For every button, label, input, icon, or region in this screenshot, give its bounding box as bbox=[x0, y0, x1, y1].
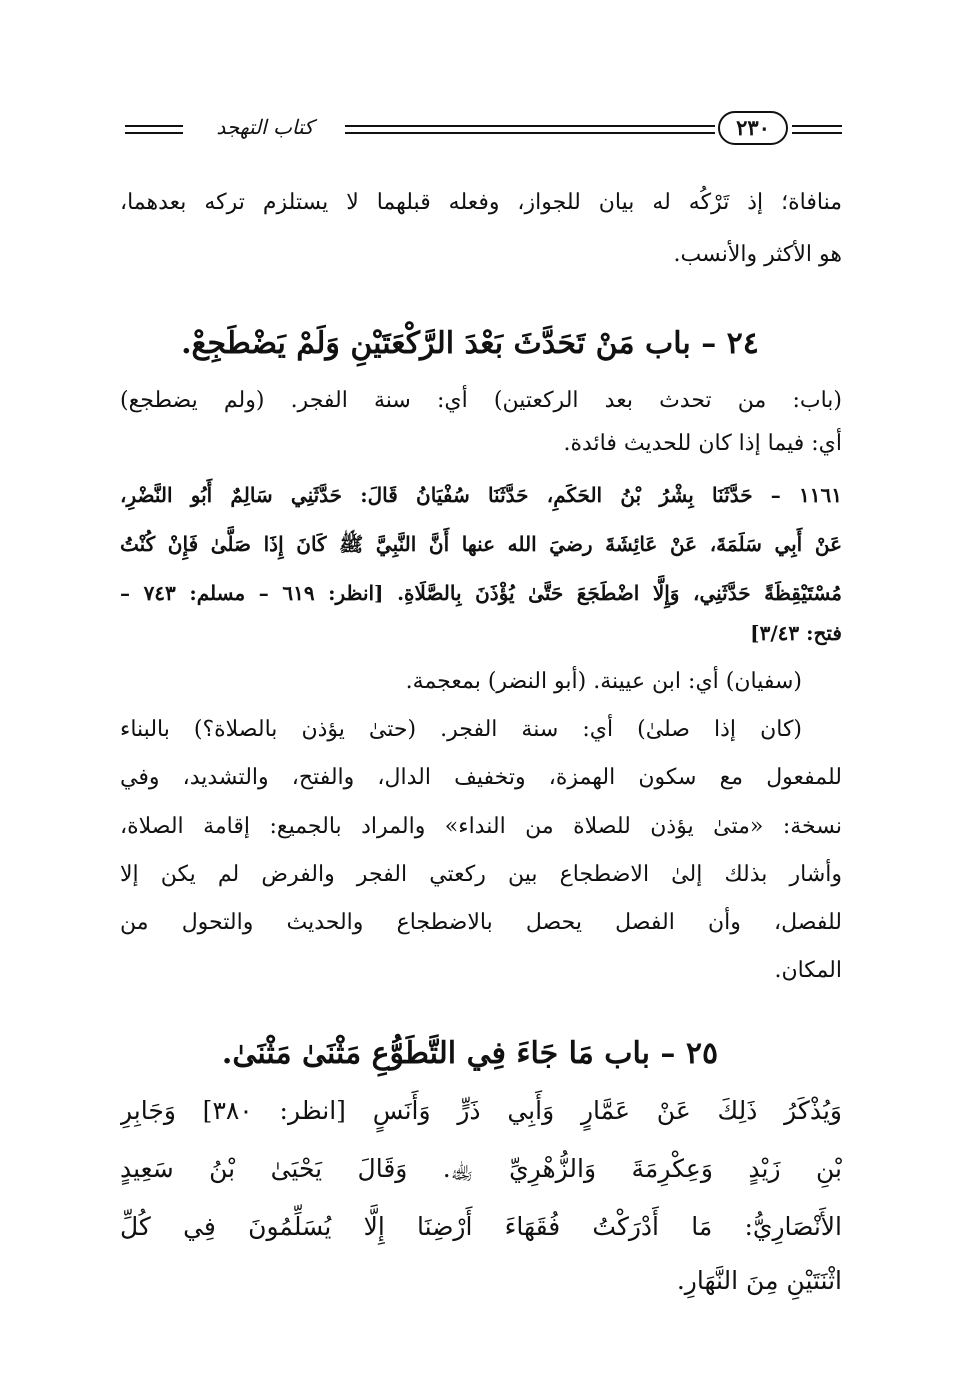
hadith-reference: فتح: ٣/٤٣] bbox=[750, 621, 842, 645]
explanation-line: للمفعول مع سكون الهمزة، وتخفيف الدال، والفتح، والتشديد، وفي bbox=[120, 765, 842, 790]
explanation-line: للفصل، وأن الفصل يحصل بالاضطجاع والحديث والتحول من bbox=[120, 910, 842, 935]
header-rule-right bbox=[792, 125, 842, 134]
quote-line: بْنِ زَيْدٍ وَعِكْرِمَةَ وَالزُّهْرِيِّ ﵀. وَقَالَ يَحْيَىٰ بْنُ سَعِيدٍ bbox=[120, 1154, 842, 1183]
header-rule-middle bbox=[345, 125, 715, 134]
page-number: ٢٣٠ bbox=[718, 111, 788, 145]
explanation-line: نسخة: «متىٰ يؤذن للصلاة من النداء» والمراد بالجميع: إقامة الصلاة، bbox=[120, 814, 842, 839]
page-header bbox=[0, 100, 958, 160]
commentary-line: (باب: من تحدث بعد الركعتين) أي: سنة الفجر. (ولم يضطجع) bbox=[120, 388, 842, 413]
header-rule-left bbox=[125, 125, 183, 134]
chapter-heading-24: ٢٤ – باب مَنْ تَحَدَّثَ بَعْدَ الرَّكْعَتَيْنِ وَلَمْ يَضْطَجِعْ. bbox=[181, 326, 759, 361]
explanation-line: المكان. bbox=[774, 958, 842, 983]
hadith-line: ١١٦١ – حَدَّثَنَا بِشْرُ بْنُ الحَكَمِ، حَدَّثَنَا سُفْيَانُ قَالَ: حَدَّثَنِي سَالِمٌ أَبُو النَّضْرِ، bbox=[120, 483, 842, 507]
hadith-line: عَنْ أَبِي سَلَمَةَ، عَنْ عَائِشَةَ رضيَ الله عنها أَنَّ النَّبِيَّ ﷺ كَانَ إِذَا صَلَّىٰ فَإِنْ كُنْتُ bbox=[120, 532, 842, 556]
quote-line: وَيُذْكَرُ ذَلِكَ عَنْ عَمَّارٍ وَأَبِي ذَرٍّ وَأَنَسٍ [انظر: ٣٨٠] وَجَابِرِ bbox=[120, 1096, 842, 1125]
book-title: كتاب التهجد bbox=[216, 115, 314, 139]
chapter-heading-25: ٢٥ – باب مَا جَاءَ فِي التَّطَوُّعِ مَثْنَىٰ مَثْنَىٰ. bbox=[221, 1036, 719, 1071]
explanation-line: وأشار بذلك إلىٰ الاضطجاع بين ركعتي الفجر والفرض لم يكن إلا bbox=[120, 862, 842, 887]
explanation-line: (كان إذا صلىٰ) أي: سنة الفجر. (حتىٰ يؤذن بالصلاة؟) بالبناء bbox=[120, 717, 802, 742]
hadith-line: مُسْتَيْقِظَةً حَدَّثَنِي، وَإِلَّا اضْطَجَعَ حَتَّىٰ يُؤْذَنَ بِالصَّلَاةِ. [انظر: ٦١٩ – مسلم: ٧٤٣ – bbox=[120, 581, 842, 605]
quote-line: اثْنَتَيْنِ مِنَ النَّهَارِ. bbox=[676, 1266, 842, 1295]
explanation-line: (سفيان) أي: ابن عيينة. (أبو النضر) بمعجمة. bbox=[405, 669, 802, 694]
quote-line: الأَنْصَارِيُّ: مَا أَدْرَكْتُ فُقَهَاءَ أَرْضِنَا إِلَّا يُسَلِّمُونَ فِي كُلِّ bbox=[120, 1212, 842, 1241]
paragraph-line: هو الأكثر والأنسب. bbox=[673, 242, 842, 267]
paragraph-line: منافاة؛ إذ تَرْكُه له بيان للجواز، وفعله قبلهما لا يستلزم تركه بعدهما، bbox=[120, 190, 842, 215]
commentary-line: أي: فيما إذا كان للحديث فائدة. bbox=[563, 431, 842, 456]
